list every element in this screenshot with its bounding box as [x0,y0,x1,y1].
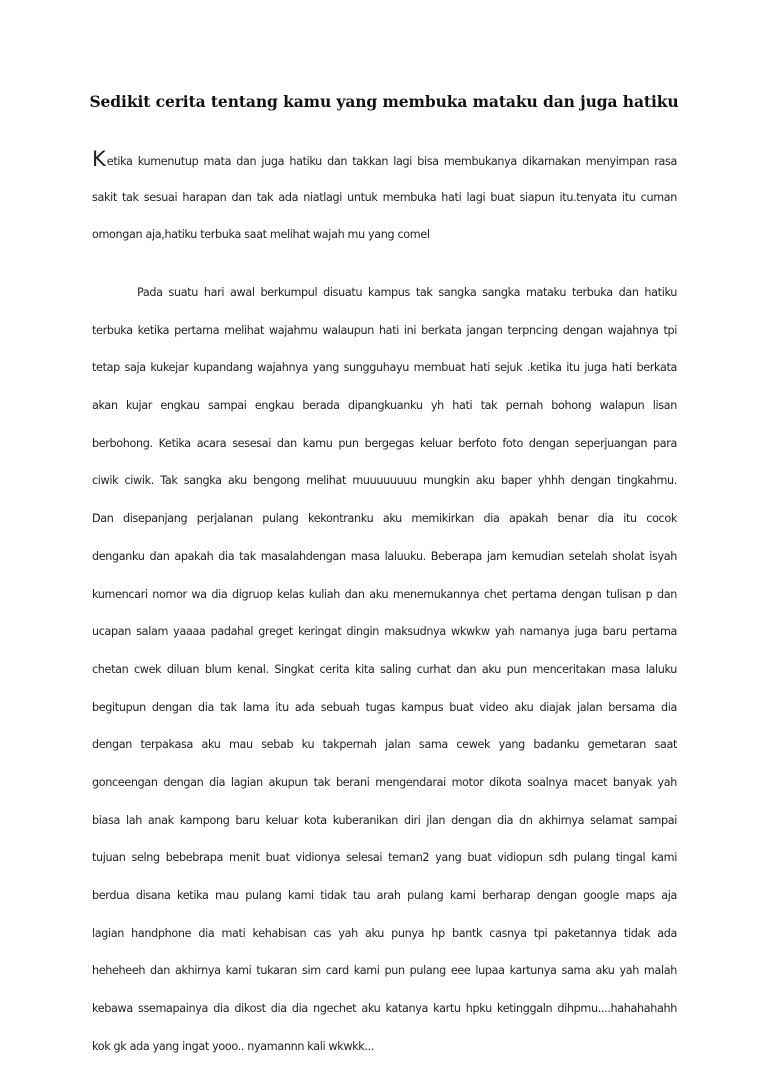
paragraph-1-line-2: sakit tak sesuai harapan dan tak ada niatlagi untuk membuka hati lagi buat siapun itu.tenyata itu cuman [92,190,677,204]
paragraph-1 [92,141,677,254]
paragraph-2-line: terbuka ketika pertama melihat wajahmu walaupun hati ini berkata jangan terpncing dengan wajahnya tpi [92,323,677,337]
paragraph-2-line: Dan disepanjang perjalanan pulang kekontranku aku memikirkan dia apakah benar dia itu cocok [92,512,677,526]
paragraph-2-line: akan kujar engkau sampai engkau berada dipangkuanku yh hati tak pernah bohong walapun lisan [92,399,677,413]
paragraph-2-line: heheheeh dan akhirnya kami tukaran sim card kami pun pulang eee lupaa kartunya sama aku yah malah [92,964,677,978]
paragraph-2-line: dengan terpakasa aku mau sebab ku takpernah jalan sama cewek yang badanku gemetaran saat [92,738,677,752]
paragraph-2-line: kebawa ssemapainya dia dikost dia dia ngechet aku katanya kartu hpku ketinggaln dihpmu....hahahahahh [92,1002,677,1016]
drop-cap: K [92,147,106,171]
paragraph-1-line-1 [92,141,677,179]
paragraph-2-line: chetan cwek diluan blum kenal. Singkat cerita kita saling curhat dan aku pun menceritakan masa laluku [92,662,677,676]
paragraph-2-line: kok gk ada yang ingat yooo.. nyamannn kali wkwkk... [92,1039,375,1053]
paragraph-2-line: begitupun dengan dia tak lama itu ada sebuah tugas kampus buat video aku diajak jalan bersama dia [92,700,677,714]
document-title: Sedikit cerita tentang kamu yang membuka mataku dan juga hatiku [89,92,679,111]
paragraph-2-line: denganku dan apakah dia tak masalahdengan masa laluuku. Beberapa jam kemudian setelah sholat isyah [92,549,677,563]
paragraph-2-line: lagian handphone dia mati kehabisan cas yah aku punya hp bantk casnya tpi paketannya tidak ada [92,926,677,940]
paragraph-2-line: biasa lah anak kampong baru keluar kota kuberanikan diri jlan dengan dia dn akhirnya selamat sampai [92,813,677,827]
paragraph-2-line: tujuan selng bebebrapa menit buat vidionya selesai teman2 yang buat vidiopun sdh pulang tingal kami [92,851,677,865]
paragraph-1-line-1-text: etika kumenutup mata dan juga hatiku dan takkan lagi bisa membukanya dikarnakan menyimpan rasa [106,155,677,168]
paragraph-2-line: tetap saja kukejar kupandang wajahnya yang sungguhayu membuat hati sejuk .ketika itu juga hati berkata [92,361,677,375]
paragraph-2-line: berbohong. Ketika acara sesesai dan kamu pun bergegas keluar berfoto foto dengan seperjuangan para [92,436,677,450]
paragraph-2-line: ciwik ciwik. Tak sangka aku bengong melihat muuuuuuuu mungkin aku baper yhhh dengan tingkahmu. [92,474,677,488]
paragraph-1-line-3: omongan aja,hatiku terbuka saat melihat wajah mu yang comel [92,228,430,242]
paragraph-2-line: gonceengan dengan dia lagian akupun tak berani mengendarai motor dikota soalnya macet banyak yah [92,775,677,789]
paragraph-2-line: Pada suatu hari awal berkumpul disuatu kampus tak sangka sangka mataku terbuka dan hatiku [137,286,677,299]
paragraph-2-line: kumencari nomor wa dia digruop kelas kuliah dan aku menemukannya chet pertama dengan tulisan p dan [92,587,677,601]
paragraph-2-line: berdua disana ketika mau pulang kami tidak tau arah pulang kami berharap dengan google maps aja [92,889,677,902]
paragraph-2-line: ucapan salam yaaaa padahal greget keringat dingin maksudnya wkwkw yah namanya juga baru pertama [92,625,677,639]
paragraph-2 [92,274,677,1065]
